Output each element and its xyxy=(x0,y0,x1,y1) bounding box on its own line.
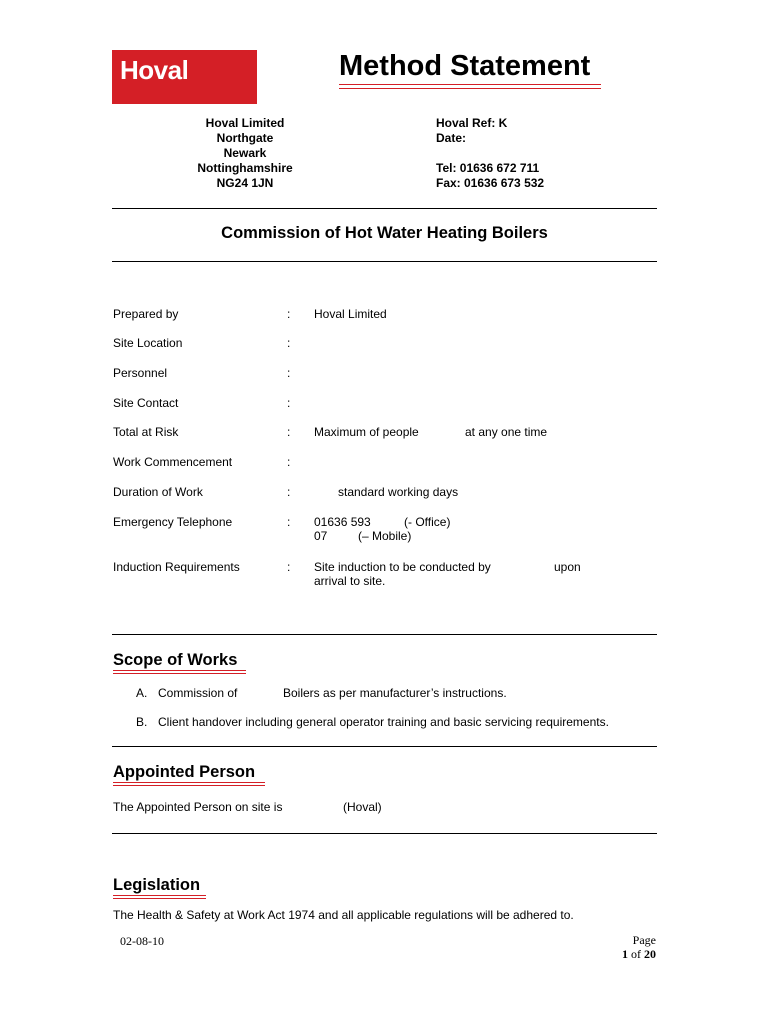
induction-text: Site induction to be conducted by xyxy=(314,560,491,574)
company-address xyxy=(195,116,295,191)
field-colon: : xyxy=(287,396,291,410)
prepared-by-label: Prepared by xyxy=(113,307,179,321)
total-at-risk-value-a: Maximum of people xyxy=(314,425,419,439)
total-pages: 20 xyxy=(644,947,656,961)
total-at-risk-label: Total at Risk xyxy=(113,425,179,439)
title-spellcheck-underline xyxy=(339,84,601,89)
current-page: 1 xyxy=(622,947,628,961)
scope-item-a-marker: A. xyxy=(136,686,148,700)
footer-date: 02-08-10 xyxy=(120,934,164,948)
office-phone-note: (- Office) xyxy=(404,515,451,529)
scope-item-b-text: Client handover including general operator training and basic servicing requirements. xyxy=(158,715,609,729)
field-colon: : xyxy=(287,425,291,439)
address-line: Newark xyxy=(223,146,267,160)
field-colon: : xyxy=(287,307,291,321)
date-field: Date: xyxy=(436,131,467,145)
legislation-text: The Health & Safety at Work Act 1974 and all applicable regulations will be adhered to. xyxy=(113,908,574,922)
address-line: Nottinghamshire xyxy=(197,161,293,175)
scope-heading-underline xyxy=(113,670,246,674)
field-colon: : xyxy=(287,485,291,499)
office-phone: 01636 593 xyxy=(314,515,371,529)
scope-item-a-part1: Commission of xyxy=(158,686,238,700)
induction-text-line2: arrival to site. xyxy=(314,574,386,588)
page-label: Page xyxy=(632,933,656,947)
appointed-heading-underline xyxy=(113,782,265,786)
scope-heading: Scope of Works xyxy=(113,651,238,669)
personnel-label: Personnel xyxy=(113,366,168,380)
divider xyxy=(112,634,657,635)
scope-item-a-part2: Boilers as per manufacturer’s instructions. xyxy=(283,686,507,700)
mobile-phone: 07 xyxy=(314,529,328,543)
work-commencement-label: Work Commencement xyxy=(113,455,233,469)
address-line: Hoval Limited xyxy=(205,116,285,130)
appointed-company: (Hoval) xyxy=(343,800,382,814)
divider xyxy=(112,746,657,747)
field-colon: : xyxy=(287,515,291,529)
reference-block xyxy=(436,116,544,191)
divider xyxy=(112,833,657,834)
induction-requirements-label: Induction Requirements xyxy=(113,560,240,574)
hoval-ref: Hoval Ref: K xyxy=(436,116,508,130)
legislation-heading-underline xyxy=(113,895,206,899)
address-line: Northgate xyxy=(216,131,274,145)
fax: Fax: 01636 673 532 xyxy=(436,176,545,190)
prepared-by-value: Hoval Limited xyxy=(314,307,387,321)
telephone: Tel: 01636 672 711 xyxy=(436,161,540,175)
of-text: of xyxy=(631,947,641,961)
mobile-phone-note: (– Mobile) xyxy=(358,529,412,543)
document-title: Method Statement xyxy=(339,50,591,82)
appointed-heading: Appointed Person xyxy=(113,763,256,781)
scope-item-b-marker: B. xyxy=(136,715,148,729)
field-colon: : xyxy=(287,455,291,469)
appointed-text: The Appointed Person on site is xyxy=(113,800,283,814)
logo-text: Hoval xyxy=(120,55,189,85)
field-colon: : xyxy=(287,336,291,350)
hoval-logo xyxy=(112,50,257,104)
divider xyxy=(112,208,657,209)
emergency-telephone-label: Emergency Telephone xyxy=(113,515,233,529)
total-at-risk-value-b: at any one time xyxy=(465,425,548,439)
document-subtitle: Commission of Hot Water Heating Boilers xyxy=(221,224,548,242)
legislation-heading: Legislation xyxy=(113,876,201,894)
address-line: NG24 1JN xyxy=(216,176,274,190)
footer-page-number xyxy=(600,933,656,961)
field-colon: : xyxy=(287,560,291,574)
site-contact-label: Site Contact xyxy=(113,396,179,410)
divider xyxy=(112,261,657,262)
duration-of-work-value: standard working days xyxy=(338,485,459,499)
site-location-label: Site Location xyxy=(113,336,183,350)
field-colon: : xyxy=(287,366,291,380)
duration-of-work-label: Duration of Work xyxy=(113,485,203,499)
induction-text-upon: upon xyxy=(554,560,581,574)
